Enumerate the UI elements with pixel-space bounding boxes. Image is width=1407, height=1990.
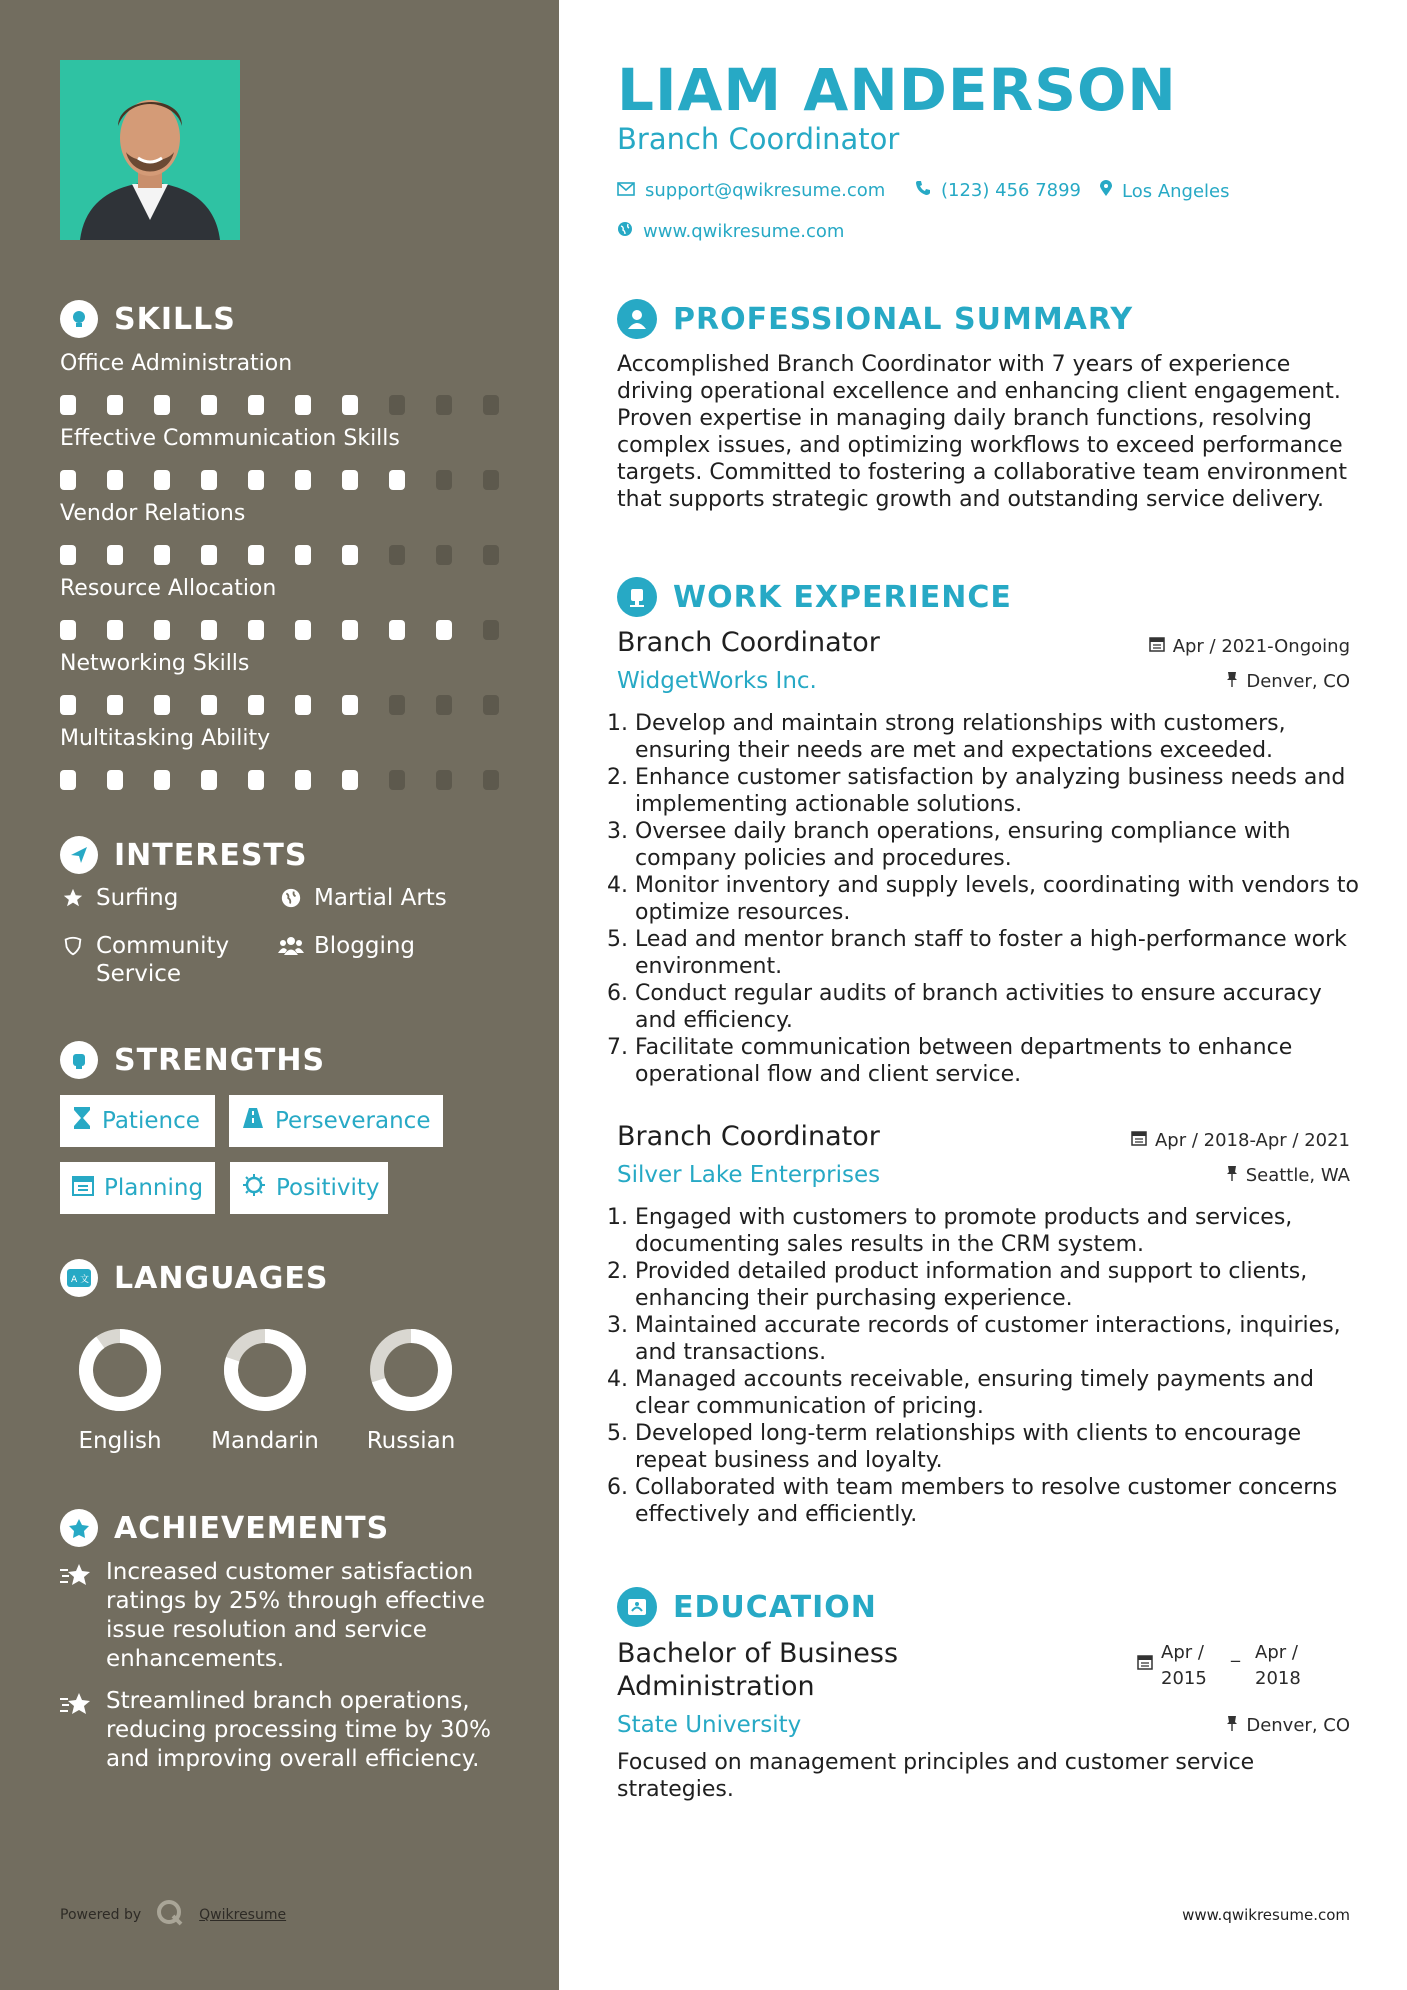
- map-pin-icon: [1100, 180, 1112, 202]
- summary-text: Accomplished Branch Coordinator with 7 years of experience driving operational excellence and enhancing client engagement. Proven expertise in managing daily branch functions, resolving complex issues, and optimizing workflows to exceed performance targets. Committed to fostering a collaborative team environment that supports strategic growth and outstanding service delivery.: [617, 352, 1347, 512]
- skill-name: Multitasking Ability: [60, 726, 271, 751]
- interest-label: Surfing: [96, 885, 179, 911]
- candidate-role: Branch Coordinator: [617, 122, 900, 156]
- skill-dot-filled: [154, 395, 170, 415]
- duty-text: Engaged with customers to promote products and services, documenting sales results in the CRM system.: [635, 1205, 1293, 1257]
- duty-text: Develop and maintain strong relationships with customers, ensuring their needs are met and expectations exceeded.: [635, 711, 1286, 763]
- duty-item: [607, 1474, 1367, 1528]
- skill-dot-filled: [201, 620, 217, 640]
- education-heading: [617, 1587, 877, 1627]
- language-item: [356, 1326, 466, 1454]
- job-dates-text: Apr / 2021-Ongoing: [1172, 636, 1350, 657]
- skills-title: SKILLS: [114, 301, 236, 337]
- phone-icon: [915, 180, 931, 201]
- duty-item: [607, 872, 1367, 926]
- languages-title: LANGUAGES: [114, 1260, 329, 1296]
- skill-dot-filled: [107, 770, 123, 790]
- paper-plane-icon: [60, 836, 98, 874]
- strength-badge: [60, 1095, 215, 1147]
- skill-dot-empty: [483, 395, 499, 415]
- skill-dot-filled: [60, 395, 76, 415]
- skill-dot-filled: [154, 770, 170, 790]
- achievement-text: Increased customer satisfaction ratings by 25% through effective issue resolution and service enhancements.: [106, 1559, 486, 1672]
- skill-rating: [60, 620, 500, 640]
- skill-item: [60, 574, 500, 640]
- interest-item: [278, 884, 447, 912]
- skill-dot-filled: [248, 770, 264, 790]
- sidebar: [0, 0, 559, 1990]
- skill-dot-filled: [342, 470, 358, 490]
- skill-name: Vendor Relations: [60, 501, 246, 526]
- skill-dot-filled: [154, 620, 170, 640]
- skill-dot-empty: [483, 545, 499, 565]
- skill-dot-empty: [483, 695, 499, 715]
- duty-text: Lead and mentor branch staff to foster a high-performance work environment.: [635, 927, 1347, 979]
- duty-number: 4.: [607, 873, 628, 898]
- school-name: State University: [617, 1712, 802, 1738]
- powered-by: [60, 1898, 286, 1932]
- interest-label: Martial Arts: [314, 885, 447, 911]
- skill-dot-empty: [436, 770, 452, 790]
- duty-number: 7.: [607, 1035, 628, 1060]
- duty-text: Enhance customer satisfaction by analyzing business needs and implementing actionable solutions.: [635, 765, 1346, 817]
- location-contact: [1100, 180, 1230, 202]
- skill-dot-filled: [60, 770, 76, 790]
- skill-name: Effective Communication Skills: [60, 426, 400, 451]
- skill-dot-filled: [248, 395, 264, 415]
- email-text: support@qwikresume.com: [645, 180, 886, 201]
- duty-text: Conduct regular audits of branch activities to ensure accuracy and efficiency.: [635, 981, 1322, 1033]
- education-title: EDUCATION: [673, 1589, 877, 1625]
- portrait-image: [60, 60, 240, 240]
- skill-rating: [60, 395, 500, 415]
- interests-heading: [60, 836, 308, 874]
- duty-number: 4.: [607, 1367, 628, 1392]
- skill-dot-empty: [483, 470, 499, 490]
- skill-item: [60, 424, 500, 490]
- strength-badge: [230, 1162, 388, 1214]
- skill-dot-filled: [201, 545, 217, 565]
- skill-dot-filled: [201, 395, 217, 415]
- skill-dot-filled: [154, 545, 170, 565]
- duty-item: [607, 926, 1367, 980]
- pushpin-icon: [1226, 1715, 1238, 1736]
- skill-dot-empty: [436, 470, 452, 490]
- pushpin-icon: [1226, 671, 1238, 692]
- phone-text: (123) 456 7899: [941, 180, 1082, 201]
- envelope-icon: [617, 180, 635, 201]
- skill-rating: [60, 695, 500, 715]
- strength-label: Perseverance: [275, 1108, 431, 1134]
- language-ring: [221, 1326, 309, 1414]
- education-start: Apr / 2015: [1161, 1642, 1207, 1689]
- education-dates: [1137, 1640, 1307, 1692]
- briefcase-icon: [617, 577, 657, 617]
- duty-text: Collaborated with team members to resolve customer concerns effectively and efficiently.: [635, 1475, 1338, 1527]
- star-icon: [60, 884, 86, 912]
- qwikresume-link[interactable]: Qwikresume: [199, 1907, 287, 1923]
- achievement-text: Streamlined branch operations, reducing processing time by 30% and improving overall efficiency.: [106, 1688, 491, 1772]
- skill-name: Resource Allocation: [60, 576, 277, 601]
- skill-dot-filled: [342, 395, 358, 415]
- company-name: WidgetWorks Inc.: [617, 668, 817, 694]
- skill-item: [60, 499, 500, 565]
- company-name: Silver Lake Enterprises: [617, 1162, 881, 1188]
- duty-item: [607, 1420, 1367, 1474]
- achievement-item: [60, 1558, 500, 1674]
- svg-text:A: A: [71, 1275, 78, 1285]
- duty-number: 1.: [607, 1205, 628, 1230]
- skill-dot-filled: [295, 470, 311, 490]
- achievements-title: ACHIEVEMENTS: [114, 1510, 390, 1546]
- globe-icon: [278, 884, 304, 912]
- skill-dot-empty: [389, 395, 405, 415]
- main-content: [559, 0, 1407, 1990]
- duty-text: Maintained accurate records of customer interactions, inquiries, and transactions.: [635, 1313, 1341, 1365]
- interest-label: Community Service: [96, 933, 230, 987]
- email-contact[interactable]: [617, 180, 885, 201]
- globe-icon: [617, 221, 633, 242]
- strengths-heading: [60, 1041, 325, 1079]
- skill-item: [60, 724, 500, 790]
- skill-dot-filled: [107, 470, 123, 490]
- duty-item: [607, 1312, 1367, 1366]
- achievements-heading: [60, 1509, 389, 1547]
- duty-number: 5.: [607, 1421, 628, 1446]
- skill-rating: [60, 545, 500, 565]
- language-ring-fill: [86, 1336, 154, 1404]
- education-end: Apr / 2018: [1255, 1642, 1301, 1689]
- user-icon: [617, 299, 657, 339]
- skill-dot-empty: [436, 695, 452, 715]
- powered-by-label: Powered by: [60, 1907, 142, 1923]
- language-item: [210, 1326, 320, 1454]
- education-location-text: Denver, CO: [1246, 1715, 1350, 1736]
- duty-text: Provided detailed product information and support to clients, enhancing their purchasing experience.: [635, 1259, 1308, 1311]
- skill-dot-filled: [60, 470, 76, 490]
- duty-number: 5.: [607, 927, 628, 952]
- qwikresume-logo-icon: [155, 1898, 185, 1932]
- skill-dot-empty: [389, 695, 405, 715]
- skill-dot-filled: [60, 695, 76, 715]
- skill-dot-filled: [107, 545, 123, 565]
- skill-dot-filled: [436, 620, 452, 640]
- skill-dot-filled: [154, 470, 170, 490]
- languages-heading: [60, 1259, 328, 1297]
- duty-text: Managed accounts receivable, ensuring timely payments and clear communication of pricing.: [635, 1367, 1315, 1419]
- website-text: www.qwikresume.com: [643, 221, 845, 242]
- svg-text:文: 文: [80, 1275, 90, 1285]
- duty-text: Facilitate communication between departments to enhance operational flow and client service.: [635, 1035, 1293, 1087]
- language-ring: [76, 1326, 164, 1414]
- summary-title: PROFESSIONAL SUMMARY: [673, 301, 1134, 337]
- skill-dot-filled: [295, 620, 311, 640]
- phone-contact[interactable]: [915, 180, 1081, 201]
- skill-dot-filled: [60, 545, 76, 565]
- duty-number: 2.: [607, 1259, 628, 1284]
- job-location: [1226, 1165, 1350, 1186]
- location-text: Los Angeles: [1122, 180, 1230, 202]
- education-text: Focused on management principles and customer service strategies.: [617, 1750, 1255, 1802]
- fist-icon: [60, 1041, 98, 1079]
- job-dates: [1149, 636, 1350, 657]
- interest-label: Blogging: [314, 933, 416, 959]
- skill-dot-filled: [248, 470, 264, 490]
- shooting-star-icon: [60, 1687, 92, 1774]
- strength-label: Patience: [102, 1108, 200, 1134]
- job-location-text: Denver, CO: [1246, 671, 1350, 692]
- duty-item: [607, 1258, 1367, 1312]
- date-separator: _: [1231, 1642, 1240, 1663]
- skill-dot-filled: [248, 620, 264, 640]
- language-icon: [60, 1259, 98, 1297]
- duty-text: Oversee daily branch operations, ensuring compliance with company policies and procedures.: [635, 819, 1291, 871]
- duty-number: 3.: [607, 819, 628, 844]
- duty-item: [607, 710, 1367, 764]
- skill-name: Office Administration: [60, 351, 293, 376]
- candidate-name: LIAM ANDERSON: [617, 56, 1177, 124]
- achievement-item: [60, 1687, 500, 1774]
- strengths-title: STRENGTHS: [114, 1042, 326, 1078]
- duty-item: [607, 1204, 1367, 1258]
- language-name: Russian: [366, 1428, 456, 1454]
- skill-dot-filled: [201, 770, 217, 790]
- shooting-star-icon: [60, 1558, 92, 1674]
- interest-item: [60, 932, 260, 988]
- interest-item: [60, 884, 178, 912]
- duty-item: [607, 1366, 1367, 1420]
- duty-text: Developed long-term relationships with clients to encourage repeat business and loyalty.: [635, 1421, 1302, 1473]
- profile-photo: [60, 60, 240, 240]
- summary-heading: [617, 299, 1133, 339]
- skill-dot-empty: [436, 545, 452, 565]
- skill-dot-filled: [154, 695, 170, 715]
- duty-text: Monitor inventory and supply levels, coordinating with vendors to optimize resources.: [635, 873, 1359, 925]
- strength-label: Planning: [104, 1175, 204, 1201]
- duty-number: 1.: [607, 711, 628, 736]
- language-ring: [367, 1326, 455, 1414]
- experience-heading: [617, 577, 1012, 617]
- skill-dot-filled: [389, 470, 405, 490]
- skill-dot-filled: [248, 545, 264, 565]
- language-item: [65, 1326, 175, 1454]
- job-dates-text: Apr / 2018-Apr / 2021: [1154, 1130, 1350, 1151]
- job-location: [1226, 671, 1350, 692]
- duty-number: 6.: [607, 1475, 628, 1500]
- skill-dot-filled: [60, 620, 76, 640]
- duty-item: [607, 764, 1367, 818]
- skill-rating: [60, 770, 500, 790]
- strength-badge: [229, 1095, 443, 1147]
- experience-title: WORK EXPERIENCE: [673, 579, 1012, 615]
- duty-item: [607, 1034, 1367, 1088]
- calendar-icon: [72, 1174, 94, 1202]
- calendar-icon: [1131, 1130, 1147, 1151]
- skill-dot-filled: [295, 695, 311, 715]
- degree-title: Bachelor of Business Administration: [617, 1638, 899, 1702]
- job-dates: [1131, 1130, 1350, 1151]
- skill-dot-filled: [295, 545, 311, 565]
- skill-dot-filled: [201, 470, 217, 490]
- interests-title: INTERESTS: [114, 837, 308, 873]
- duty-number: 2.: [607, 765, 628, 790]
- calendar-icon: [1137, 1640, 1153, 1692]
- users-icon: [278, 932, 304, 960]
- language-name: Mandarin: [211, 1428, 319, 1454]
- sun-icon: [242, 1173, 266, 1203]
- job-duties-list: [607, 710, 1367, 1088]
- skill-dot-filled: [107, 695, 123, 715]
- pushpin-icon: [1226, 1165, 1238, 1186]
- duty-number: 6.: [607, 981, 628, 1006]
- calendar-icon: [1149, 636, 1165, 657]
- footer-website[interactable]: www.qwikresume.com: [1182, 1906, 1350, 1924]
- skill-dot-filled: [107, 395, 123, 415]
- duty-number: 3.: [607, 1313, 628, 1338]
- strength-badge: [60, 1162, 215, 1214]
- graduation-icon: [617, 1587, 657, 1627]
- duty-item: [607, 980, 1367, 1034]
- skill-dot-filled: [295, 770, 311, 790]
- skill-dot-empty: [389, 770, 405, 790]
- skill-item: [60, 349, 500, 415]
- skill-dot-filled: [107, 620, 123, 640]
- strength-label: Positivity: [276, 1175, 380, 1201]
- job-title: Branch Coordinator: [617, 627, 880, 658]
- job-location-text: Seattle, WA: [1245, 1165, 1350, 1186]
- website-contact[interactable]: [617, 221, 844, 242]
- duty-item: [607, 818, 1367, 872]
- trophy-icon: [60, 1509, 98, 1547]
- skill-dot-empty: [436, 395, 452, 415]
- education-location: [1226, 1715, 1350, 1736]
- skill-dot-empty: [483, 620, 499, 640]
- skill-item: [60, 649, 500, 715]
- lightbulb-icon: [60, 300, 98, 338]
- job-title: Branch Coordinator: [617, 1121, 880, 1152]
- hourglass-icon: [72, 1106, 92, 1136]
- skills-heading: [60, 300, 236, 338]
- skill-dot-filled: [201, 695, 217, 715]
- skill-dot-empty: [389, 545, 405, 565]
- skill-name: Networking Skills: [60, 651, 250, 676]
- skill-dot-filled: [342, 770, 358, 790]
- shield-icon: [60, 932, 86, 960]
- job-duties-list: [607, 1204, 1367, 1528]
- road-icon: [241, 1107, 265, 1135]
- skill-dot-filled: [248, 695, 264, 715]
- skill-rating: [60, 470, 500, 490]
- language-name: English: [78, 1428, 162, 1454]
- skill-dot-filled: [342, 620, 358, 640]
- skill-dot-empty: [483, 770, 499, 790]
- interest-item: [278, 932, 415, 960]
- skill-dot-filled: [342, 545, 358, 565]
- skill-dot-filled: [342, 695, 358, 715]
- skill-dot-filled: [389, 620, 405, 640]
- skill-dot-filled: [295, 395, 311, 415]
